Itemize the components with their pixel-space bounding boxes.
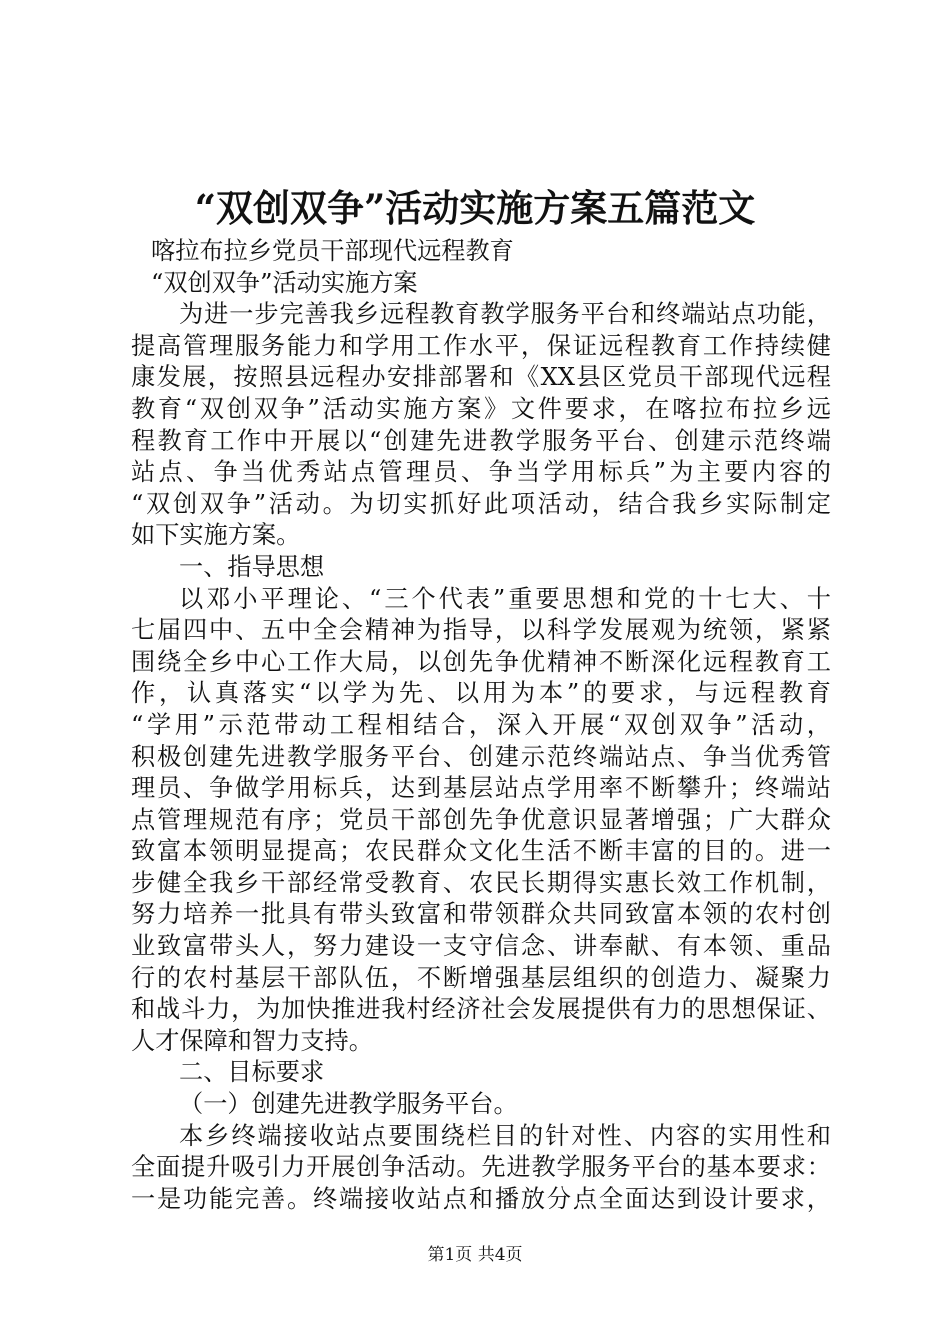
section-heading: 二、目标要求: [179, 1058, 325, 1087]
paragraph-line: 如下实施方案。: [131, 521, 301, 550]
paragraph-line: 为进一步完善我乡远程教育教学服务平台和终端站点功能，: [179, 300, 831, 329]
subtitle-line-1: 喀拉布拉乡党员干部现代远程教育: [151, 237, 514, 265]
paragraph-line: 努力培养一批具有带头致富和带领群众共同致富本领的农村创: [131, 900, 831, 929]
paragraph-line: 行的农村基层干部队伍，不断增强基层组织的创造力、凝聚力: [131, 963, 831, 992]
paragraph-line: 业致富带头人，努力建设一支守信念、讲奉献、有本领、重品: [131, 932, 831, 961]
page-footer: 第1页 共4页: [427, 1245, 523, 1265]
paragraph-line: 点管理规范有序；党员干部创先争优意识显著增强；广大群众: [131, 805, 831, 834]
paragraph-line: 七届四中、五中全会精神为指导，以科学发展观为统领，紧紧: [131, 616, 831, 645]
paragraph-line: 积极创建先进教学服务平台、创建示范终端站点、争当优秀管: [131, 742, 831, 771]
paragraph-line: 全面提升吸引力开展创争活动。先进教学服务平台的基本要求：: [131, 1153, 831, 1182]
subsection-heading: （一）创建先进教学服务平台。: [179, 1090, 518, 1119]
paragraph-line: 本乡终端接收站点要围绕栏目的针对性、内容的实用性和: [179, 1121, 831, 1150]
paragraph-line: “学用”示范带动工程相结合，深入开展“双创双争”活动，: [131, 710, 831, 739]
paragraph-line: 步健全我乡干部经常受教育、农民长期得实惠长效工作机制，: [131, 868, 831, 897]
paragraph-line: 理员、争做学用标兵，达到基层站点学用率不断攀升；终端站: [131, 774, 831, 803]
paragraph-line: 提高管理服务能力和学用工作水平，保证远程教育工作持续健: [131, 331, 831, 360]
paragraph-line: 和战斗力，为加快推进我村经济社会发展提供有力的思想保证、: [131, 995, 831, 1024]
paragraph-line: 一是功能完善。终端接收站点和播放分点全面达到设计要求，: [131, 1184, 831, 1213]
paragraph-line: 程教育工作中开展以“创建先进教学服务平台、创建示范终端: [131, 426, 831, 455]
document-title: “双创双争”活动实施方案五篇范文: [194, 186, 756, 230]
document-body: [131, 236, 831, 1215]
paragraph-line: 站点、争当优秀站点管理员、争当学用标兵”为主要内容的: [131, 458, 831, 487]
subtitle-line-2: “双创双争”活动实施方案: [151, 268, 418, 297]
paragraph-line: 以邓小平理论、“三个代表”重要思想和党的十七大、十: [179, 584, 831, 613]
paragraph-line: 教育“双创双争”活动实施方案》文件要求，在喀拉布拉乡远: [131, 394, 831, 423]
section-heading: 一、指导思想: [179, 552, 325, 581]
paragraph-line: “双创双争”活动。为切实抓好此项活动，结合我乡实际制定: [131, 489, 831, 518]
paragraph-line: 围绕全乡中心工作大局，以创先争优精神不断深化远程教育工: [131, 647, 831, 676]
paragraph-line: 康发展，按照县远程办安排部署和《XX县区党员干部现代远程: [131, 363, 831, 392]
paragraph-line: 人才保障和智力支持。: [131, 1026, 373, 1055]
paragraph-line: 致富本领明显提高；农民群众文化生活不断丰富的目的。进一: [131, 837, 831, 866]
paragraph-line: 作，认真落实“以学为先、以用为本”的要求，与远程教育: [131, 679, 831, 708]
